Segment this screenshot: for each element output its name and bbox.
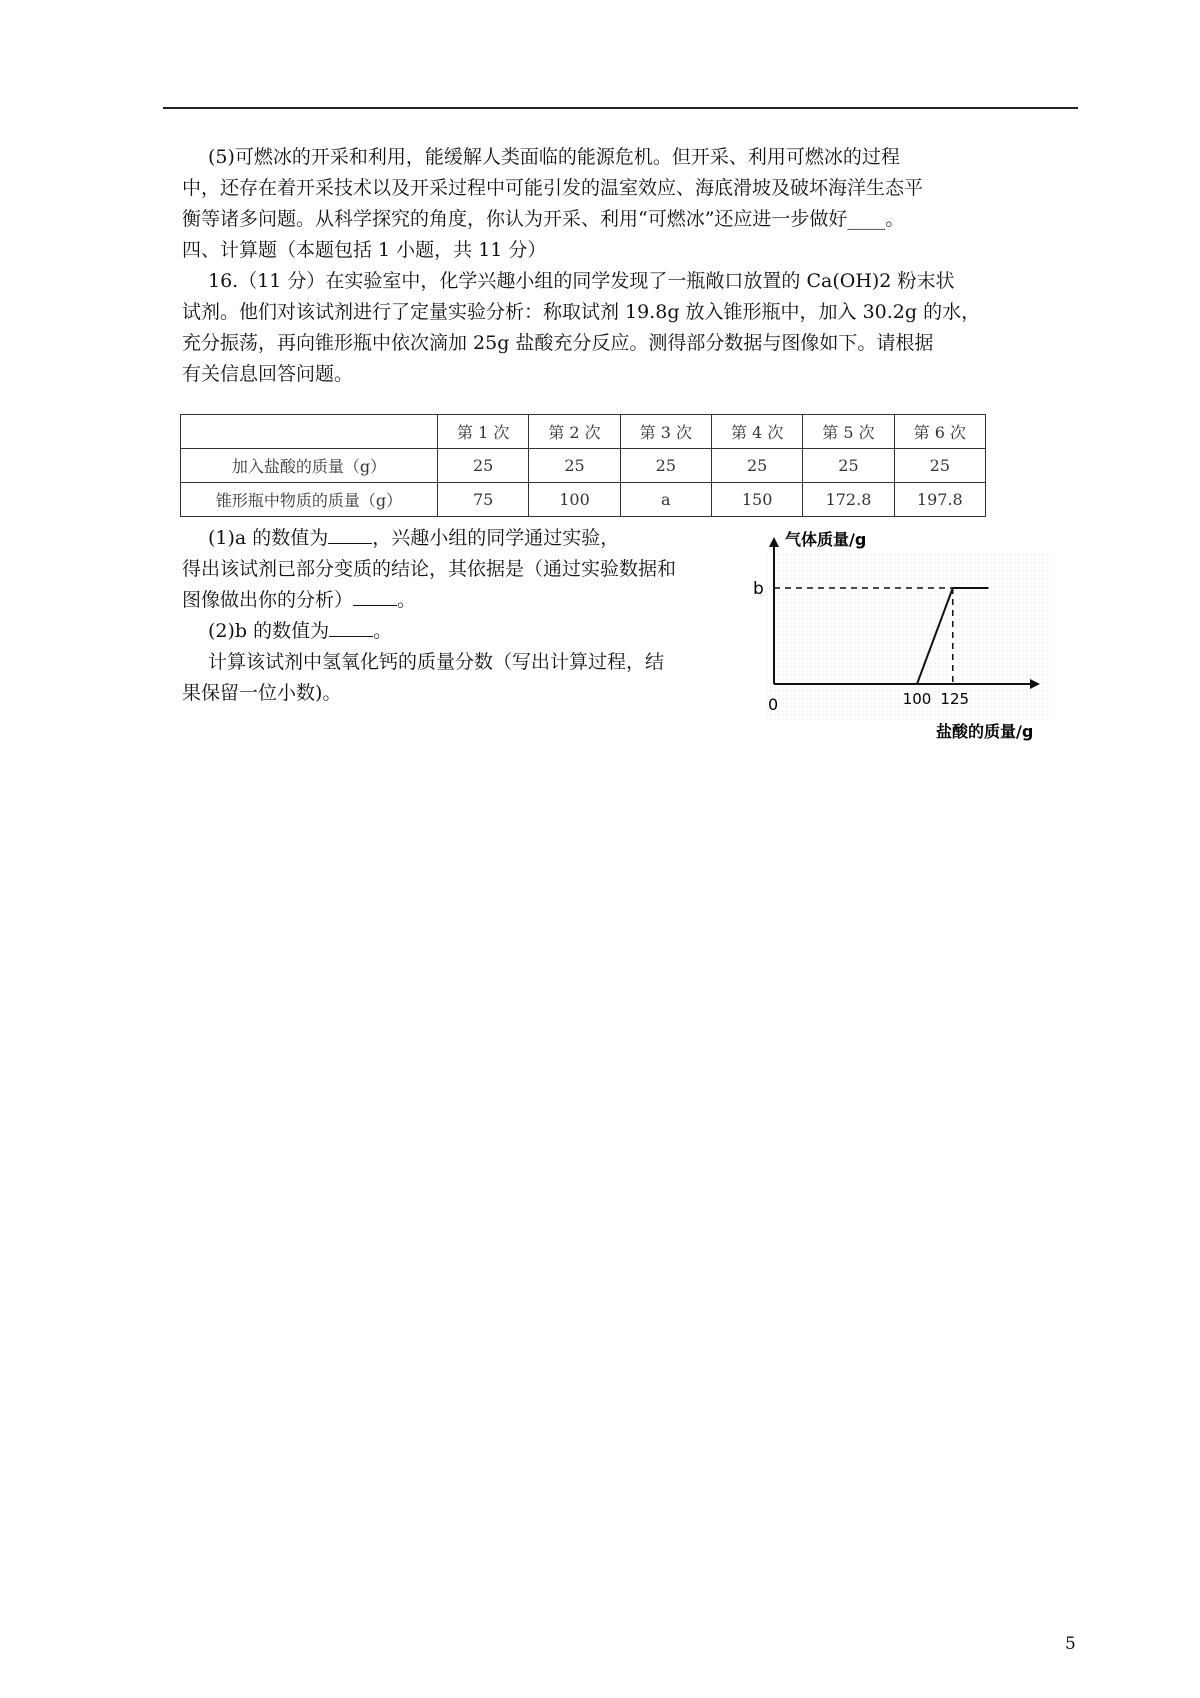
q5-line-1: (5)可燃冰的开采和利用，能缓解人类面临的能源危机。但开采、利用可燃冰的过程 [208, 146, 900, 168]
table-cell: 75 [438, 483, 529, 517]
table-cell: 25 [438, 449, 529, 483]
q1-line-2: 得出该试剂已部分变质的结论，其依据是（通过实验数据和 [182, 558, 677, 580]
table-cell: 150 [711, 483, 802, 517]
table-cell: 25 [620, 449, 711, 483]
q3-line-1: 计算该试剂中氢氧化钙的质量分数（写出计算过程，结 [208, 651, 665, 673]
x-axis-label: 盐酸的质量/g [936, 722, 1034, 741]
table-header-cell: 第 6 次 [894, 415, 985, 449]
table-cell: 25 [803, 449, 894, 483]
table-header-cell: 第 2 次 [529, 415, 620, 449]
answer-blank-a[interactable] [328, 523, 372, 544]
q1-line-1 [182, 523, 727, 554]
q1-suffix: ，兴趣小组的同学通过实验， [372, 527, 620, 549]
q5-line-2: 中，还存在着开采技术以及开采过程中可能引发的温室效应、海底滑坡及破坏海洋生态平 [182, 177, 924, 199]
q16-line-3: 充分振荡，再向锥形瓶中依次滴加 25g 盐酸充分反应。测得部分数据与图像如下。请根据 [182, 332, 934, 354]
question-5-text [182, 142, 1042, 390]
x-tick-label-125: 125 [940, 690, 970, 708]
table-header-cell: 第 1 次 [438, 415, 529, 449]
table-cell: 100 [529, 483, 620, 517]
q5-line-3: 衡等诸多问题。从科学探究的角度，你认为开采、利用“可燃冰”还应进一步做好____。 [182, 208, 905, 230]
q2-prefix: (2)b 的数值为 [208, 620, 330, 642]
section-4-heading: 四、计算题（本题包括 1 小题，共 11 分） [182, 239, 547, 261]
sub-questions [182, 523, 727, 709]
q1-prefix: (1)a 的数值为 [208, 527, 329, 549]
row-label: 加入盐酸的质量（g） [181, 449, 438, 483]
answer-blank-b[interactable] [329, 616, 373, 637]
row-label: 锥形瓶中物质的质量（g） [181, 483, 438, 517]
q1-line-3 [182, 585, 727, 616]
experiment-data-table [180, 414, 986, 517]
origin-label: 0 [768, 695, 779, 714]
q2-line [182, 616, 727, 647]
header-rule [163, 107, 1078, 109]
q1-line3-text: 图像做出你的分析） [182, 589, 354, 611]
table-row [181, 483, 986, 517]
table-cell: 172.8 [803, 483, 894, 517]
table-header-cell: 第 5 次 [803, 415, 894, 449]
answer-blank-reason[interactable] [353, 585, 397, 606]
q16-line-1: 16.（11 分）在实验室中，化学兴趣小组的同学发现了一瓶敞口放置的 Ca(OH)2 粉末状 [208, 270, 955, 292]
q16-line-4: 有关信息回答问题。 [182, 363, 354, 385]
y-marker-label: b [753, 579, 764, 599]
table-cell: 25 [894, 449, 985, 483]
table-header-cell: 第 4 次 [711, 415, 802, 449]
gas-mass-graph [750, 530, 1060, 750]
table-cell: a [620, 483, 711, 517]
page-number: 5 [1065, 1634, 1076, 1654]
q3-line-2: 果保留一位小数)。 [182, 682, 342, 704]
graph-svg [750, 530, 1060, 750]
x-tick-label-100: 100 [902, 690, 932, 708]
q2-end: 。 [373, 620, 393, 642]
table-cell: 197.8 [894, 483, 985, 517]
table-row [181, 449, 986, 483]
table-header-cell [181, 415, 438, 449]
y-axis-arrow-icon [769, 537, 779, 547]
table-header-cell: 第 3 次 [620, 415, 711, 449]
q1-line3-end: 。 [397, 589, 417, 611]
table-cell: 25 [711, 449, 802, 483]
table-header-row [181, 415, 986, 449]
q16-line-2: 试剂。他们对该试剂进行了定量实验分析：称取试剂 19.8g 放入锥形瓶中，加入 30.2g 的水， [182, 301, 981, 323]
table-cell: 25 [529, 449, 620, 483]
y-axis-label: 气体质量/g [785, 530, 867, 549]
